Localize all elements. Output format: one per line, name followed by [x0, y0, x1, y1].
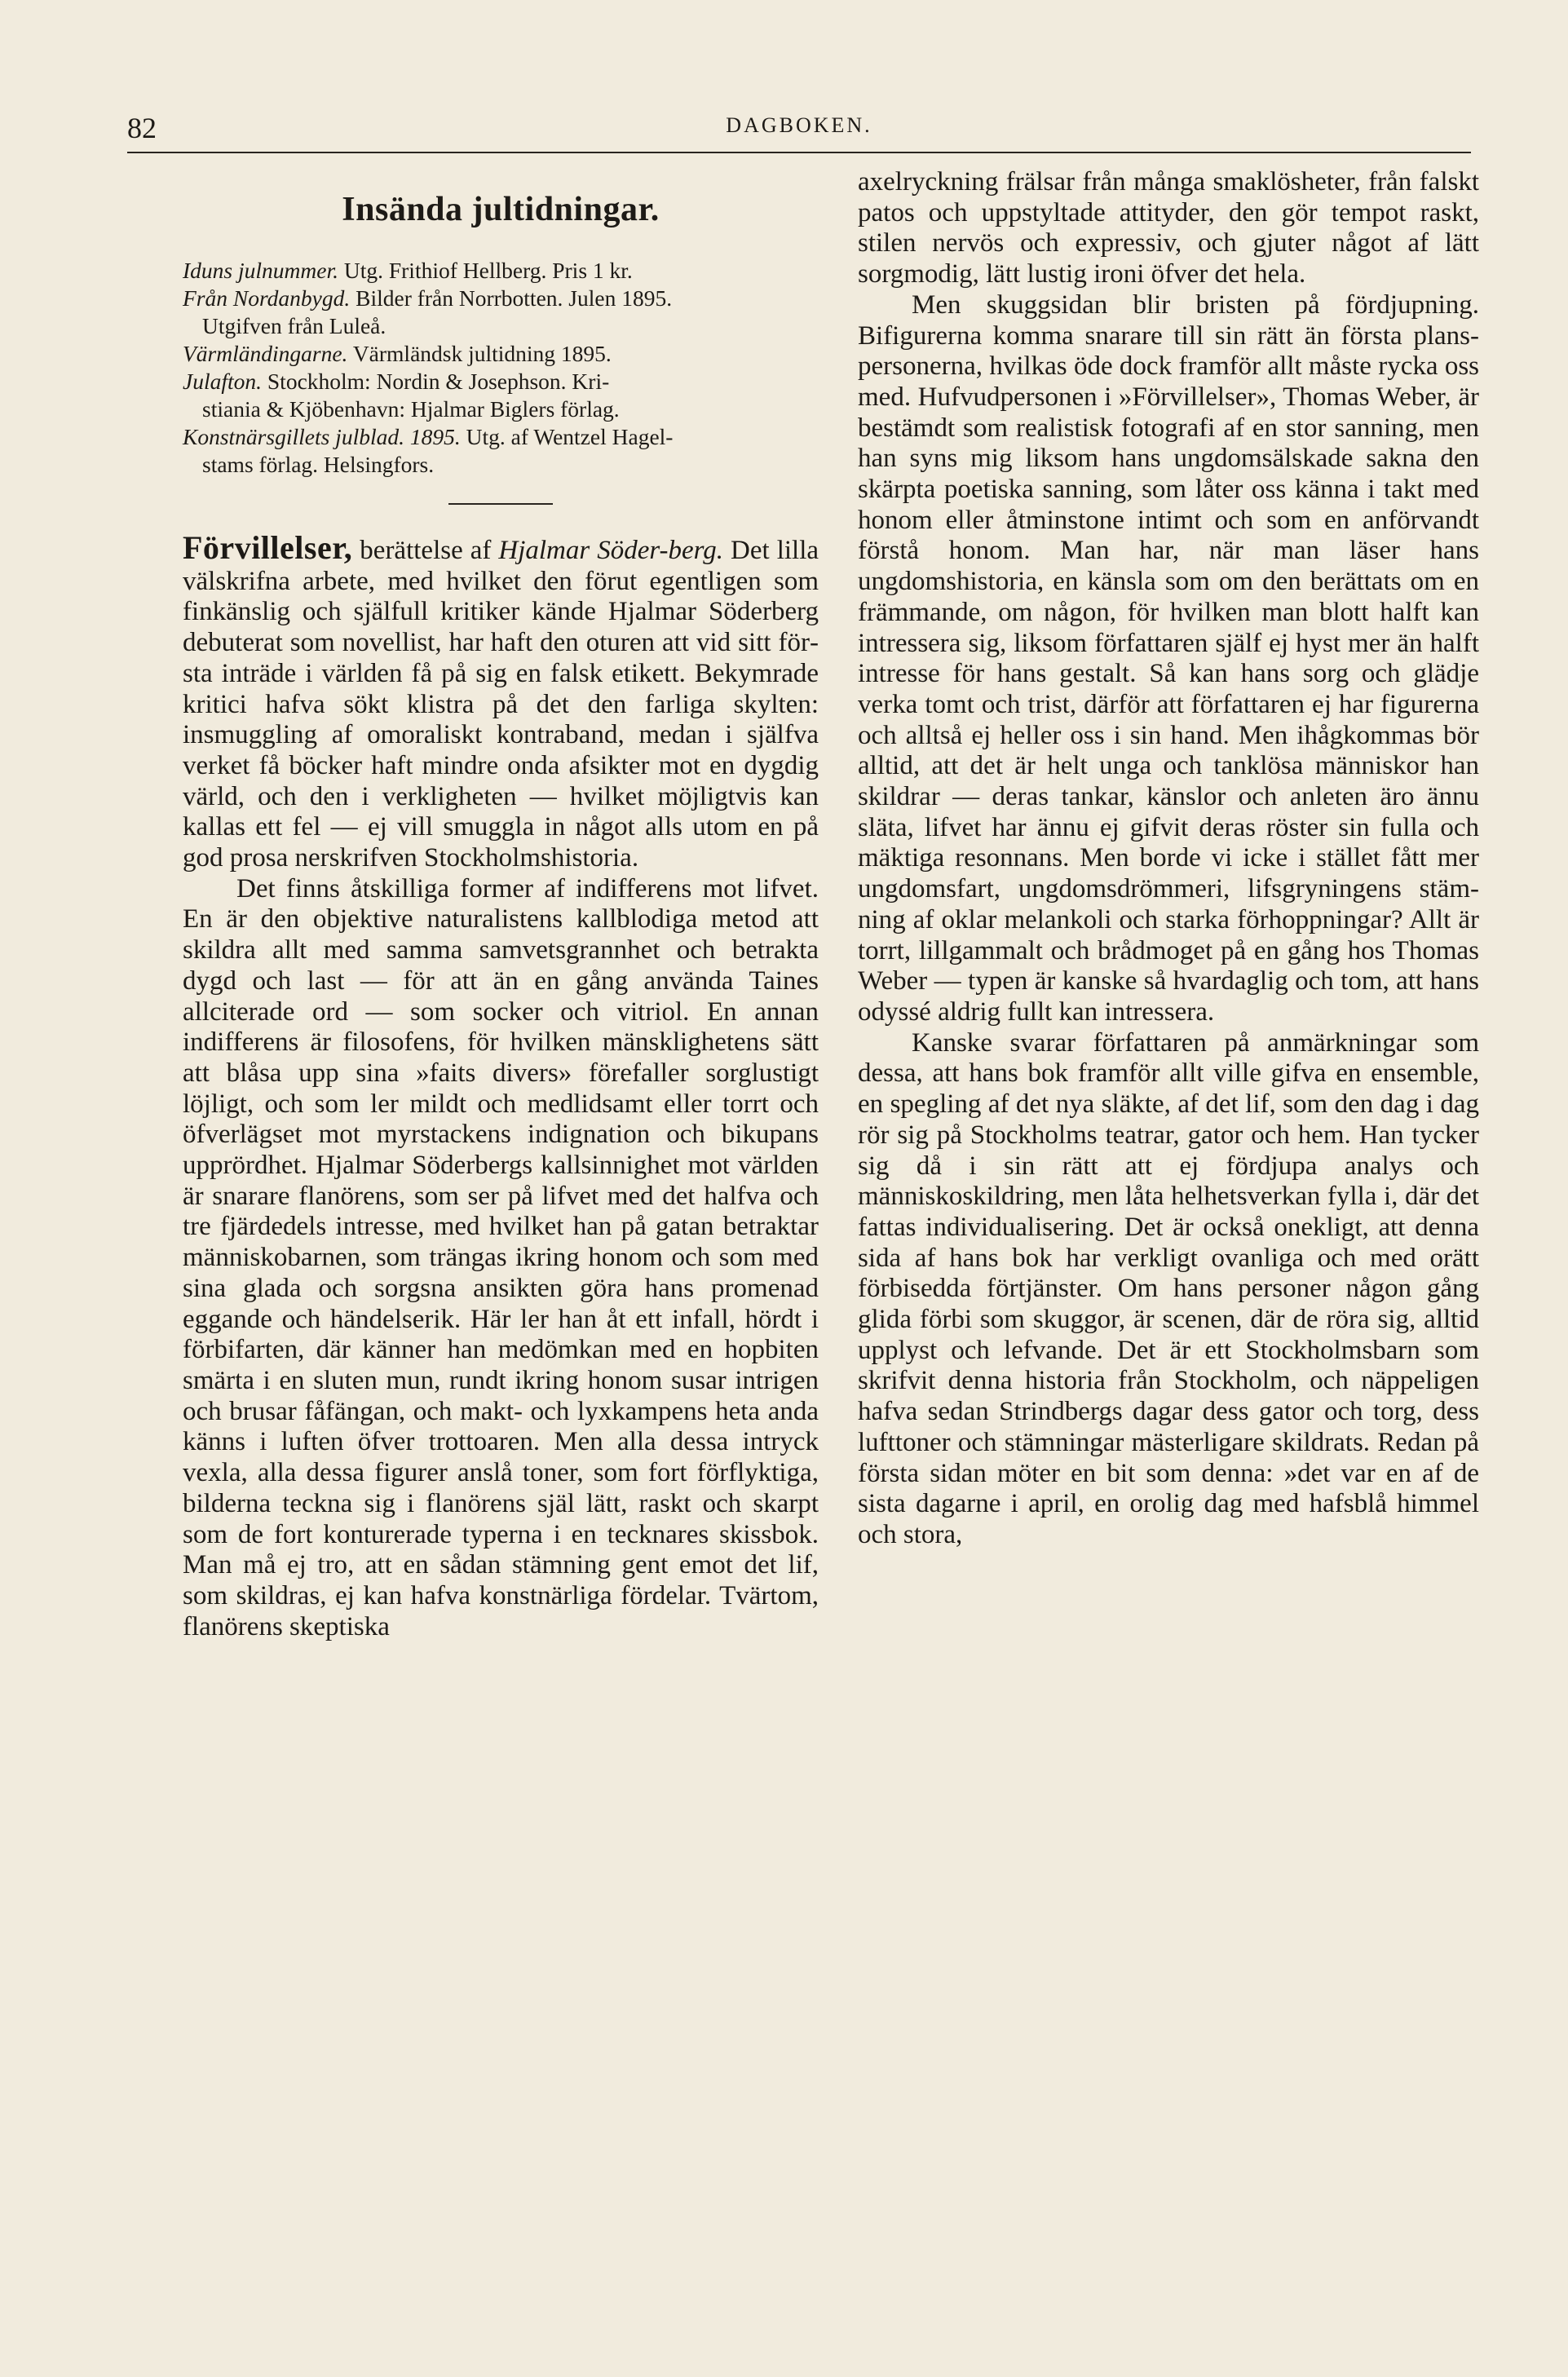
- section-title: Insända jultidningar.: [342, 191, 660, 228]
- running-title: DAGBOKEN.: [726, 113, 872, 137]
- review-text: Det lilla välskrifna arbete, med hvilket den förut egentligen som finkänslig och själfull kritiker kände Hjalmar Söderberg debuterat som novellist, har haft den oturen att vid sitt första inträde i världen få på sig en falsk etikett. Bekymrade kritici hafva sökt klistra på det den farliga skylten: insmuggling af omoraliskt kontraband, medan i själfva verket få böcker haft mindre onda afsikter mot en dygdig värld, och den i verkligheten — hvilket möjligtvis kan kallas ett fel — ej vill smuggla in något alls utom en på god prosa nerskrifven Stockholmshistoria.: [183, 536, 819, 873]
- review-paragraph: axelryckning frälsar från många smaklösheter, från falskt patos och uppstyltade attityder, den gör tempot raskt, stilen nervös och expressiv, och gjuter något af lätt sorgmodig, lätt lustig ironi öfver det hela.: [858, 167, 1479, 289]
- section-separator: [448, 503, 553, 505]
- header-rule: [127, 152, 1471, 153]
- bibliography-entry: Värmländingarne. Värmländsk jultidning 1895.: [183, 341, 612, 366]
- review-paragraph: Det finns åtskilliga former af indifferens mot lifvet. En är den objektive naturalistens kallblodiga metod att skildra allt med samma samvetsgrannhet och betrakta dygd och last — för att än en gång använda Taines allciterade ord — som socker och vitriol. En annan indifferens är filosofens, för hvilken mänsklighetens sätt att blåsa upp sina »faits divers» förefaller sorglustigt löjligt, och som ler mildt och medlidsamt eller torrt och öfverlägset mot myrstackens indignation och bikupans upprördhet. Hjalmar Söderbergs kallsinnighet mot världen är snarare flanörens, som ser på lifvet med det halfva och tre fjärdedels intresse, med hvilket han på gatan betraktar människobarnen, som trängas ikring honom och som med sina glada och sorgsna ansikten göra hans promenad eggande och händelserik. Här ler han åt ett infall, hördt i förbifarten, där känner han medömkan med en hopbiten smärta i en sluten mun, rundt ikring honom susar intrigen och brusar fåfängan, och makt- och lyxkampens heta anda känns i luften öfver trottoaren. Men alla dessa intryck vexla, alla dessa figurer anslå toner, som fort förflyktiga, bilderna teckna sig i flanörens själ lätt, raskt och skarpt som de fort konturerade typerna i en tecknares skissbok. Man må ej tro, att en sådan stämning gent emot det lif, som skildras, ej kan hafva konstnärliga fördelar. Tvärtom, flanörens skeptiska: [183, 873, 819, 1641]
- review-subtitle: berättelse af: [360, 536, 492, 565]
- review-paragraph: [183, 529, 819, 874]
- left-column: [183, 167, 819, 1642]
- bibliography-entry: Iduns julnummer. Utg. Frithiof Hellberg. Pris 1 kr.: [183, 258, 633, 283]
- bibliography-entry: Från Nordanbygd. Bilder från Norrbotten. Julen 1895. Utgifven från Luleå.: [183, 285, 673, 338]
- bibliography-list: [183, 257, 819, 479]
- bibliography-entry: Julafton. Stockholm: Nordin & Josephson. Kri- stiania & Kjöbenhavn: Hjalmar Biglers förlag.: [183, 369, 620, 422]
- page-header: [127, 110, 1471, 148]
- review-paragraph: Men skuggsidan blir bristen på fördjupning. Bifigurerna komma snarare till sin rätt än första plans-personerna, hvilkas öde dock framför allt måste rycka oss med. Hufvudpersonen i »Förvillelser», Thomas Weber, är bestämdt som realistisk fotografi af en stor sanning, men han syns mig liksom hans ungdomsälskade sakna den skärpta poetiska sanning, som låter oss känna i takt med honom eller åtminstone intimt och som en anförvandt förstå honom. Man har, när man läser hans ungdomshistoria, en känsla som om den berättats om en främmande, om någon, för hvilken man blott halft kan intressera sig, liksom författaren själf ej hyst mer än halft intresse för hans gestalt. Så kan hans sorg och glädje verka tomt och trist, därför att författaren ej har figurerna och alltså ej heller oss i sin hand. Men ihågkommas bör alltid, att det är helt unga och tanklösa människor han skildrar — deras tankar, känslor och anleten äro ännu släta, lifvet har ännu ej gifvit deras röster sin fulla och mäktiga resonnans. Men borde vi icke i stället fått mer ungdomsfart, ungdomsdrömmeri, lifsgryningens stämning af oklar melankoli och starka förhoppningar? Allt är torrt, lillgammalt och brådmoget på en gång hos Thomas Weber — typen är kanske så hvardaglig och tom, att hans odyssé aldrig fullt kan intressera.: [858, 289, 1479, 1027]
- page-number: 82: [127, 112, 157, 144]
- review-heading: Förvillelser,: [183, 529, 353, 566]
- right-column: [858, 167, 1479, 1551]
- review-author: Hjalmar Söder-berg.: [498, 536, 724, 565]
- review-paragraph: Kanske svarar författaren på anmärkningar som dessa, att hans bok framför allt ville gifva en ensemble, en spegling af det nya släkte, af det lif, som den dag i dag rör sig på Stockholms teatrar, gator och hem. Han tycker sig då i sin rätt att ej fördjupa analys och människoskildring, men låta helhetsverkan fylla i, där det fattas individualisering. Det är också onekligt, att denna sida af hans bok har verkligt ovanliga och med orätt förbisedda förtjänster. Om hans personer någon gång glida förbi som skuggor, är scenen, där de röra sig, alltid upplyst och lefvande. Det är ett Stockholmsbarn som skrifvit denna historia från Stockholm, och näppeligen hafva sedan Strindbergs dagar dess gator och torg, dess lufttoner och stämningar mästerligare skildrats. Redan på första sidan möter en bit som denna: »det var en af de sista dagarne i april, en orolig dag med hafsblå himmel och stora,: [858, 1027, 1479, 1549]
- bibliography-entry: Konstnärsgillets julblad. 1895. Utg. af Wentzel Hagel- stams förlag. Helsingfors.: [183, 424, 674, 477]
